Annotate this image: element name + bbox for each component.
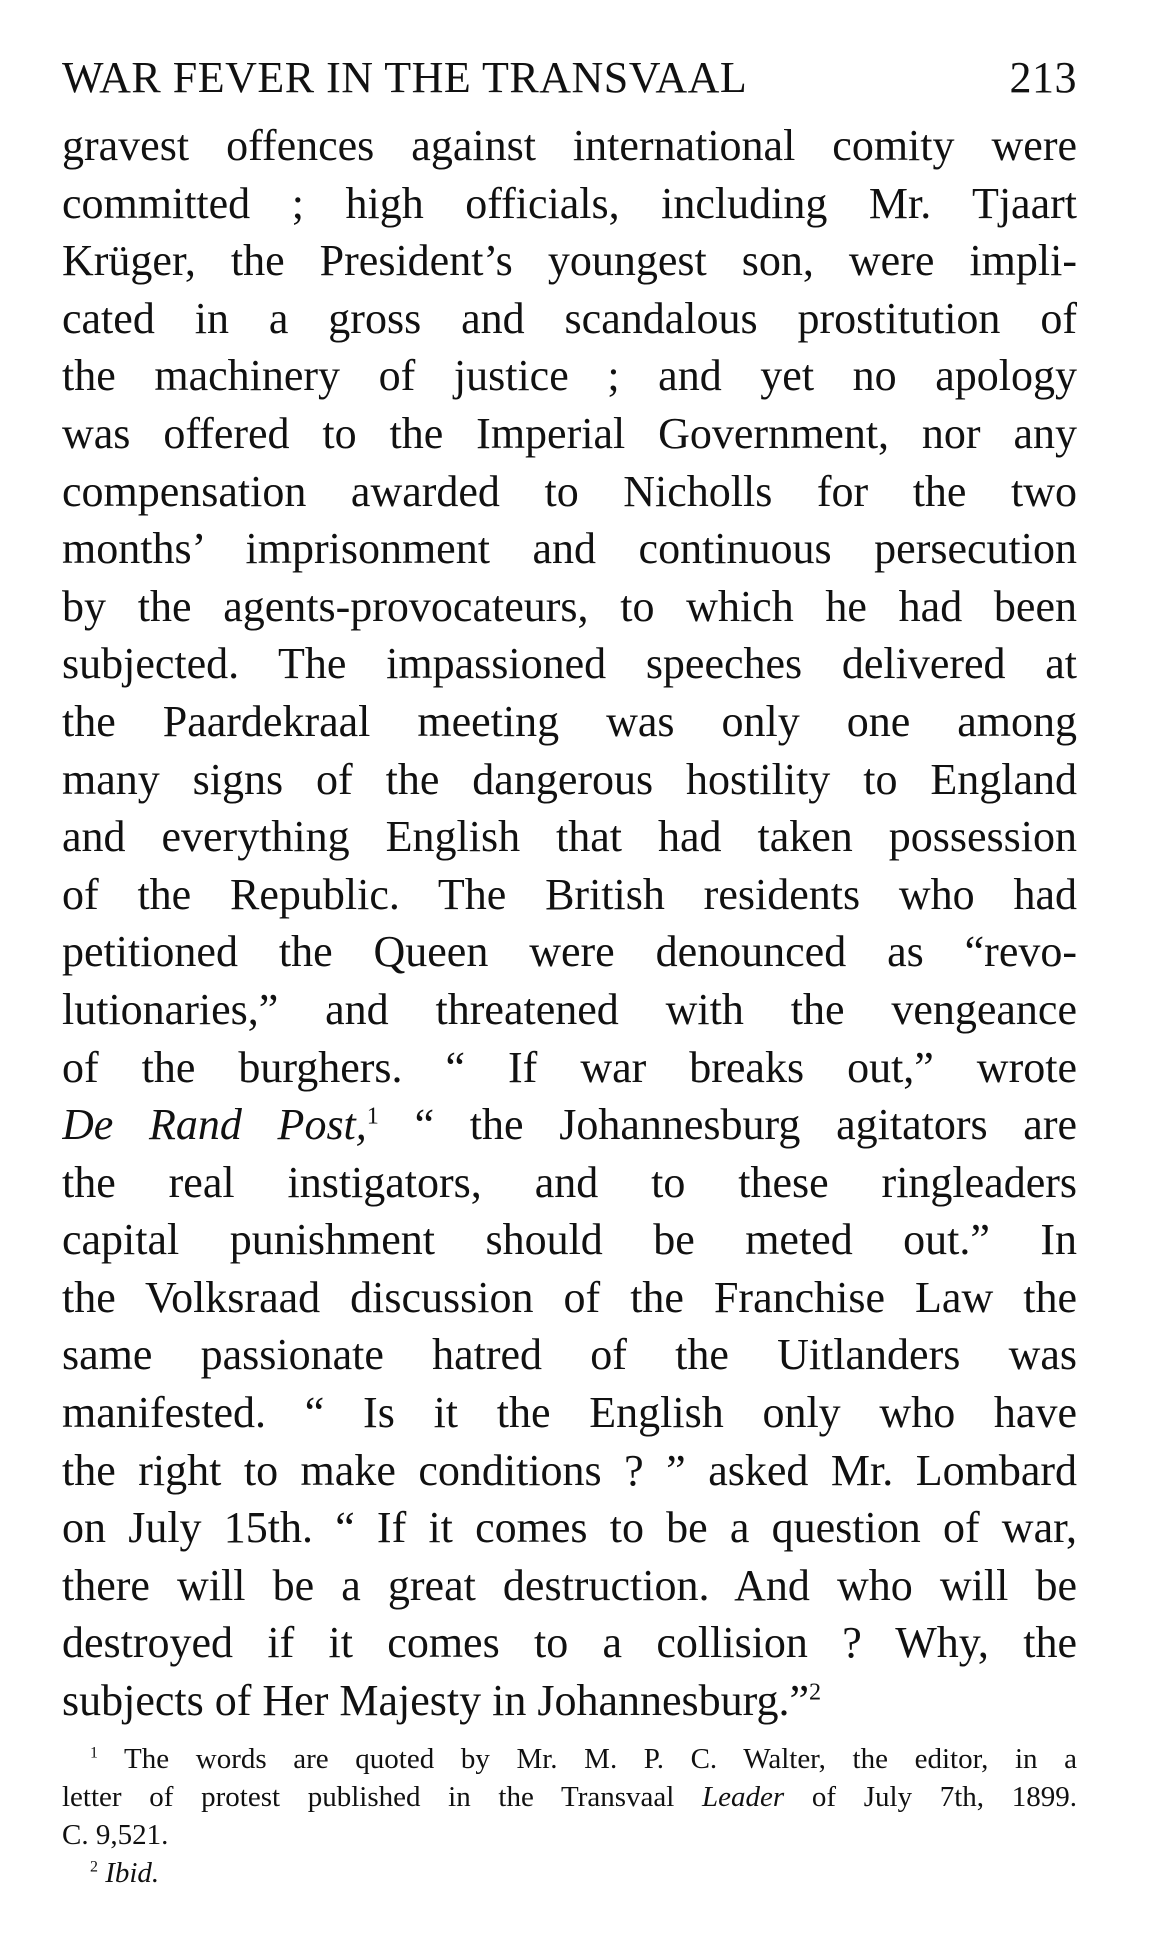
text-line: the machinery of justice ; and yet no apology <box>62 351 1077 401</box>
text-line-with-reference <box>62 1096 1077 1154</box>
footnote-2-text: Ibid. <box>105 1857 160 1889</box>
newspaper-title: De Rand Post, <box>62 1100 367 1150</box>
text-line: the right to make conditions ? ” asked Mr. Lombard <box>62 1445 1077 1495</box>
text-line: the real instigators, and to these ringleaders <box>62 1157 1077 1207</box>
text-line: gravest offences against international comity were <box>62 121 1077 170</box>
footnote-marker-2: 2 <box>90 1858 98 1876</box>
text-line: and everything English that had taken possession <box>62 812 1077 862</box>
text-line: petitioned the Queen were denounced as “revo- <box>62 927 1077 977</box>
text-line: on July 15th. “ If it comes to be a question of war, <box>62 1503 1077 1553</box>
text-line: same passionate hatred of the Uitlanders was <box>62 1330 1077 1380</box>
footnote-1-text: of July 7th, 1899. <box>784 1781 1077 1813</box>
footnotes <box>62 1740 1077 1892</box>
text-line-content: subjects of Her Majesty in Johannesburg.” <box>62 1676 810 1726</box>
text-line: cated in a gross and scandalous prostitution of <box>62 293 1077 343</box>
text-line: by the agents-provocateurs, to which he had been <box>62 581 1077 631</box>
text-line-last <box>62 1672 1077 1730</box>
text-line: many signs of the dangerous hostility to England <box>62 754 1077 804</box>
text-line: lutionaries,” and threatened with the vengeance <box>62 984 1077 1034</box>
footnote-reference-1: 1 <box>366 1102 379 1130</box>
footnote-marker-1: 1 <box>90 1744 98 1762</box>
text-line: the Volksraad discussion of the Franchise Law the <box>62 1272 1077 1322</box>
text-line: capital punishment should be meted out.” In <box>62 1215 1077 1265</box>
text-line: months’ imprisonment and continuous persecution <box>62 524 1077 574</box>
text-line: destroyed if it comes to a collision ? Why, the <box>62 1618 1077 1668</box>
text-line: was offered to the Imperial Government, nor any <box>62 408 1077 458</box>
page-number: 213 <box>1009 53 1077 102</box>
footnote-2 <box>62 1854 1077 1892</box>
running-head <box>62 48 1077 108</box>
body-text <box>62 117 1077 1730</box>
footnote-1-line-1 <box>62 1740 1077 1778</box>
text-line: there will be a great destruction. And who will be <box>62 1560 1077 1610</box>
text-line-rest: “ the Johannesburg agitators are <box>378 1100 1077 1150</box>
text-line: of the Republic. The British residents who had <box>62 869 1077 919</box>
footnote-1-line-2 <box>62 1778 1077 1816</box>
footnote-1-line-3: C. 9,521. <box>62 1819 169 1851</box>
footnote-1-text: letter of protest published in the Transvaal <box>62 1781 703 1813</box>
text-line: compensation awarded to Nicholls for the two <box>62 466 1077 516</box>
footnote-reference-2: 2 <box>809 1678 822 1706</box>
text-line: subjected. The impassioned speeches delivered at <box>62 639 1077 689</box>
text-line: manifested. “ Is it the English only who have <box>62 1388 1077 1438</box>
text-line: committed ; high officials, including Mr. Tjaart <box>62 178 1077 228</box>
running-title: WAR FEVER IN THE TRANSVAAL <box>62 53 748 102</box>
footnote-1-newspaper: Leader <box>702 1781 785 1813</box>
footnote-1-text: The words are quoted by Mr. M. P. C. Walter, the editor, in a <box>97 1743 1077 1775</box>
text-line: of the burghers. “ If war breaks out,” wrote <box>62 1042 1077 1092</box>
text-line: Krüger, the President’s youngest son, were impli- <box>62 236 1077 286</box>
text-line: the Paardekraal meeting was only one among <box>62 696 1077 746</box>
